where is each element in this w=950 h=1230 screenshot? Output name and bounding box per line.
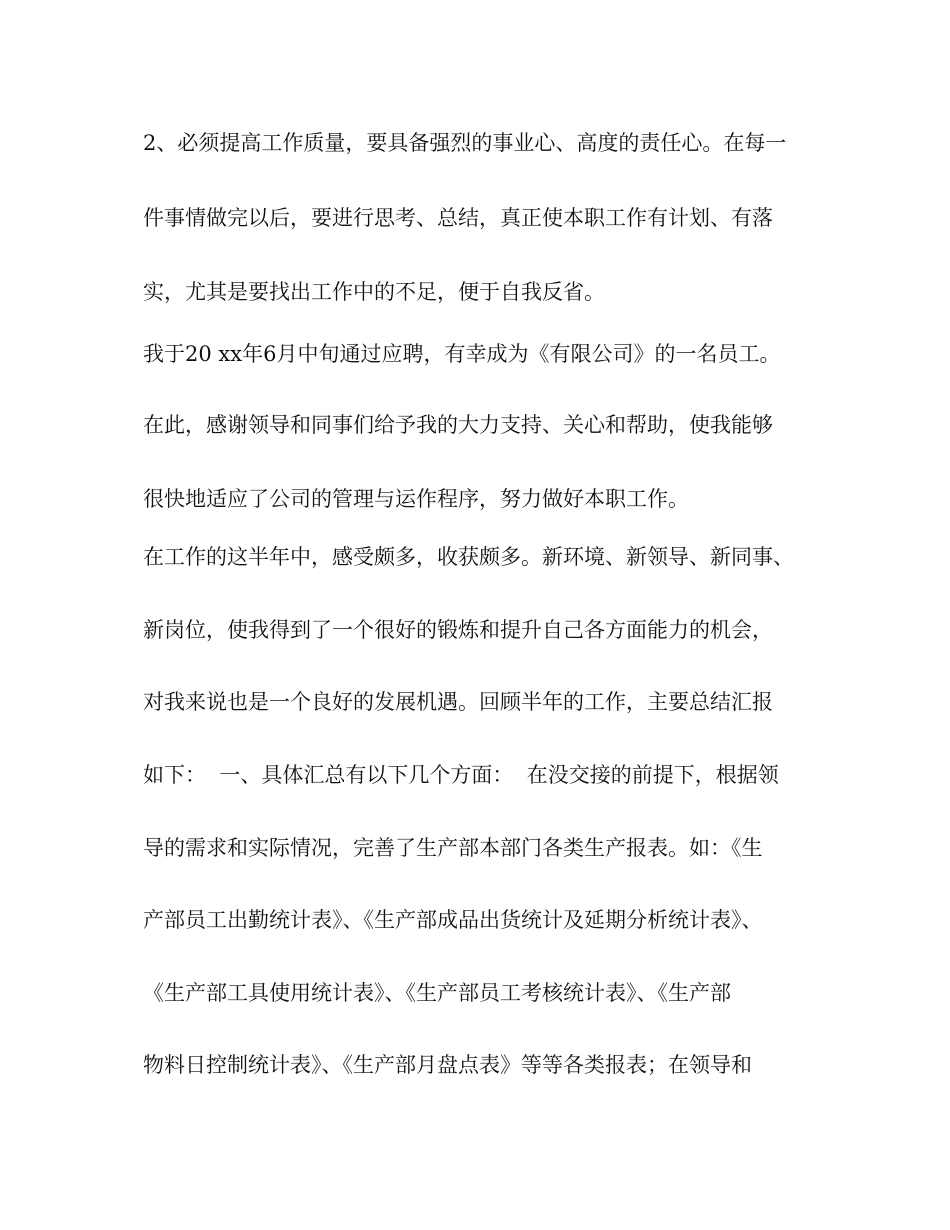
paragraph-line: 物料日控制统计表》、《生产部月盘点表》等等各类报表；在领导和	[143, 1053, 752, 1077]
paragraph-line: 在工作的这半年中，感受颇多，收获颇多。新环境、新领导、新同事、	[143, 545, 794, 569]
paragraph-line: 导的需求和实际情况，完善了生产部本部门各类生产报表。如：《生	[143, 836, 763, 860]
paragraph-line: 在此，感谢领导和同事们给予我的大力支持、关心和帮助，使我能够	[143, 413, 773, 437]
paragraph-line: 2、必须提高工作质量，要具备强烈的事业心、高度的责任心。在每一	[143, 131, 787, 155]
paragraph-line: 《生产部工具使用统计表》、《生产部员工考核统计表》、《生产部	[143, 981, 731, 1005]
paragraph-line: 产部员工出勤统计表》、《生产部成品出货统计及延期分析统计表》、	[143, 908, 763, 932]
paragraph-line: 对我来说也是一个良好的发展机遇。回顾半年的工作，主要总结汇报	[143, 690, 773, 714]
paragraph-line: 我于20 xx年6月中旬通过应聘，有幸成为《有限公司》的一名员工。	[143, 342, 781, 366]
paragraph-line: 件事情做完以后，要进行思考、总结，真正使本职工作有计划、有落	[143, 206, 773, 230]
paragraph-line: 很快地适应了公司的管理与运作程序，努力做好本职工作。	[143, 487, 689, 511]
paragraph-line: 新岗位，使我得到了一个很好的锻炼和提升自己各方面能力的机会，	[143, 618, 773, 642]
paragraph-line: 实，尤其是要找出工作中的不足，便于自我反省。	[143, 280, 605, 304]
paragraph-line: 如下： 一、具体汇总有以下几个方面： 在没交接的前提下，根据领	[143, 763, 779, 787]
